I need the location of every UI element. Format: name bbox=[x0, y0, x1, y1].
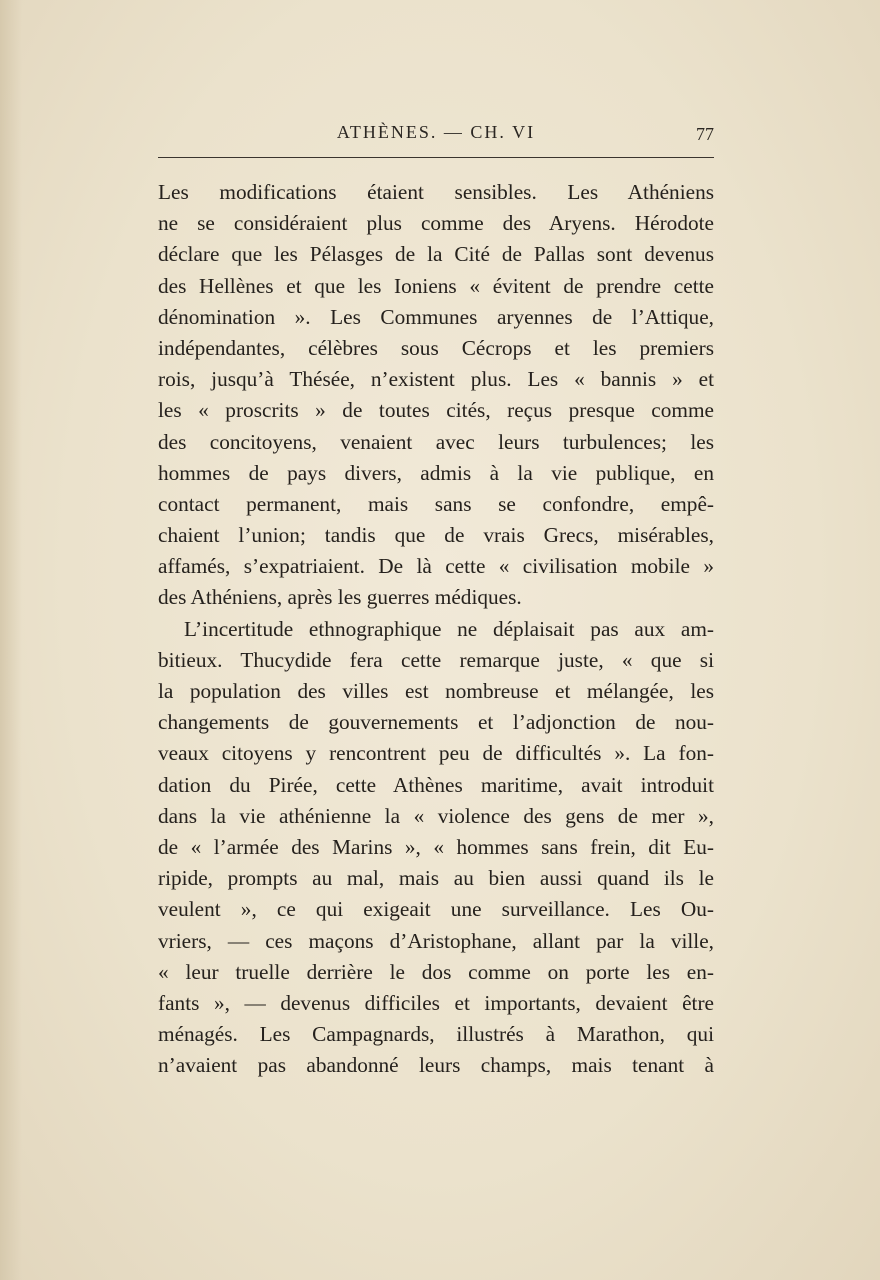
text-line: veaux citoyens y rencontrent peu de difficultés ». La fon- bbox=[158, 741, 714, 766]
text-line: rois, jusqu’à Thésée, n’existent plus. Les « bannis » et bbox=[158, 367, 714, 392]
page-number: 77 bbox=[696, 124, 714, 144]
text-line: déclare que les Pélasges de la Cité de Pallas sont devenus bbox=[158, 242, 714, 267]
text-line: dation du Pirée, cette Athènes maritime, avait introduit bbox=[158, 772, 714, 797]
text-line: veulent », ce qui exigeait une surveillance. Les Ou- bbox=[158, 897, 714, 922]
text-line: fants », — devenus difficiles et importants, devaient être bbox=[158, 990, 714, 1015]
text-line: de « l’armée des Marins », « hommes sans frein, dit Eu- bbox=[158, 834, 714, 859]
text-line: bitieux. Thucydide fera cette remarque juste, « que si bbox=[158, 647, 714, 672]
text-line: des concitoyens, venaient avec leurs turbulences; les bbox=[158, 429, 714, 454]
text-line: ménagés. Les Campagnards, illustrés à Marathon, qui bbox=[158, 1022, 714, 1047]
text-line: « leur truelle derrière le dos comme on porte les en- bbox=[158, 959, 714, 984]
text-line: changements de gouvernements et l’adjonction de nou- bbox=[158, 710, 714, 735]
text-line: la population des villes est nombreuse et mélangée, les bbox=[158, 679, 714, 703]
text-line: ne se considéraient plus comme des Aryens. Hérodote bbox=[158, 211, 714, 236]
text-line: hommes de pays divers, admis à la vie publique, en bbox=[158, 460, 714, 485]
text-line: n’avaient pas abandonné leurs champs, mais tenant à bbox=[158, 1053, 714, 1078]
text-line: dénomination ». Les Communes aryennes de l’Attique, bbox=[158, 304, 714, 329]
text-line: affamés, s’expatriaient. De là cette « civilisation mobile » bbox=[158, 554, 714, 579]
text-line: indépendantes, célèbres sous Cécrops et les premiers bbox=[158, 335, 714, 360]
text-line: contact permanent, mais sans se confondre, empê- bbox=[158, 491, 714, 516]
text-line: des Athéniens, après les guerres médiques. bbox=[158, 585, 522, 610]
text-line: des Hellènes et que les Ioniens « évitent de prendre cette bbox=[158, 273, 714, 298]
text-line: Les modifications étaient sensibles. Les Athéniens bbox=[158, 180, 714, 204]
text-line: ripide, prompts au mal, mais au bien aussi quand ils le bbox=[158, 866, 714, 891]
running-head: ATHÈNES. — CH. VI bbox=[336, 122, 536, 142]
body-text bbox=[158, 177, 714, 1081]
page-header bbox=[158, 118, 714, 154]
text-line: les « proscrits » de toutes cités, reçus presque comme bbox=[158, 398, 714, 423]
paragraph-start-line: L’incertitude ethnographique ne déplaisait pas aux am- bbox=[184, 616, 714, 641]
text-line: chaient l’union; tandis que de vrais Grecs, misérables, bbox=[158, 523, 714, 548]
spine-shadow bbox=[0, 0, 22, 1280]
text-line: vriers, — ces maçons d’Aristophane, allant par la ville, bbox=[158, 928, 714, 953]
text-line: dans la vie athénienne la « violence des gens de mer », bbox=[158, 803, 714, 828]
header-rule bbox=[158, 157, 714, 158]
